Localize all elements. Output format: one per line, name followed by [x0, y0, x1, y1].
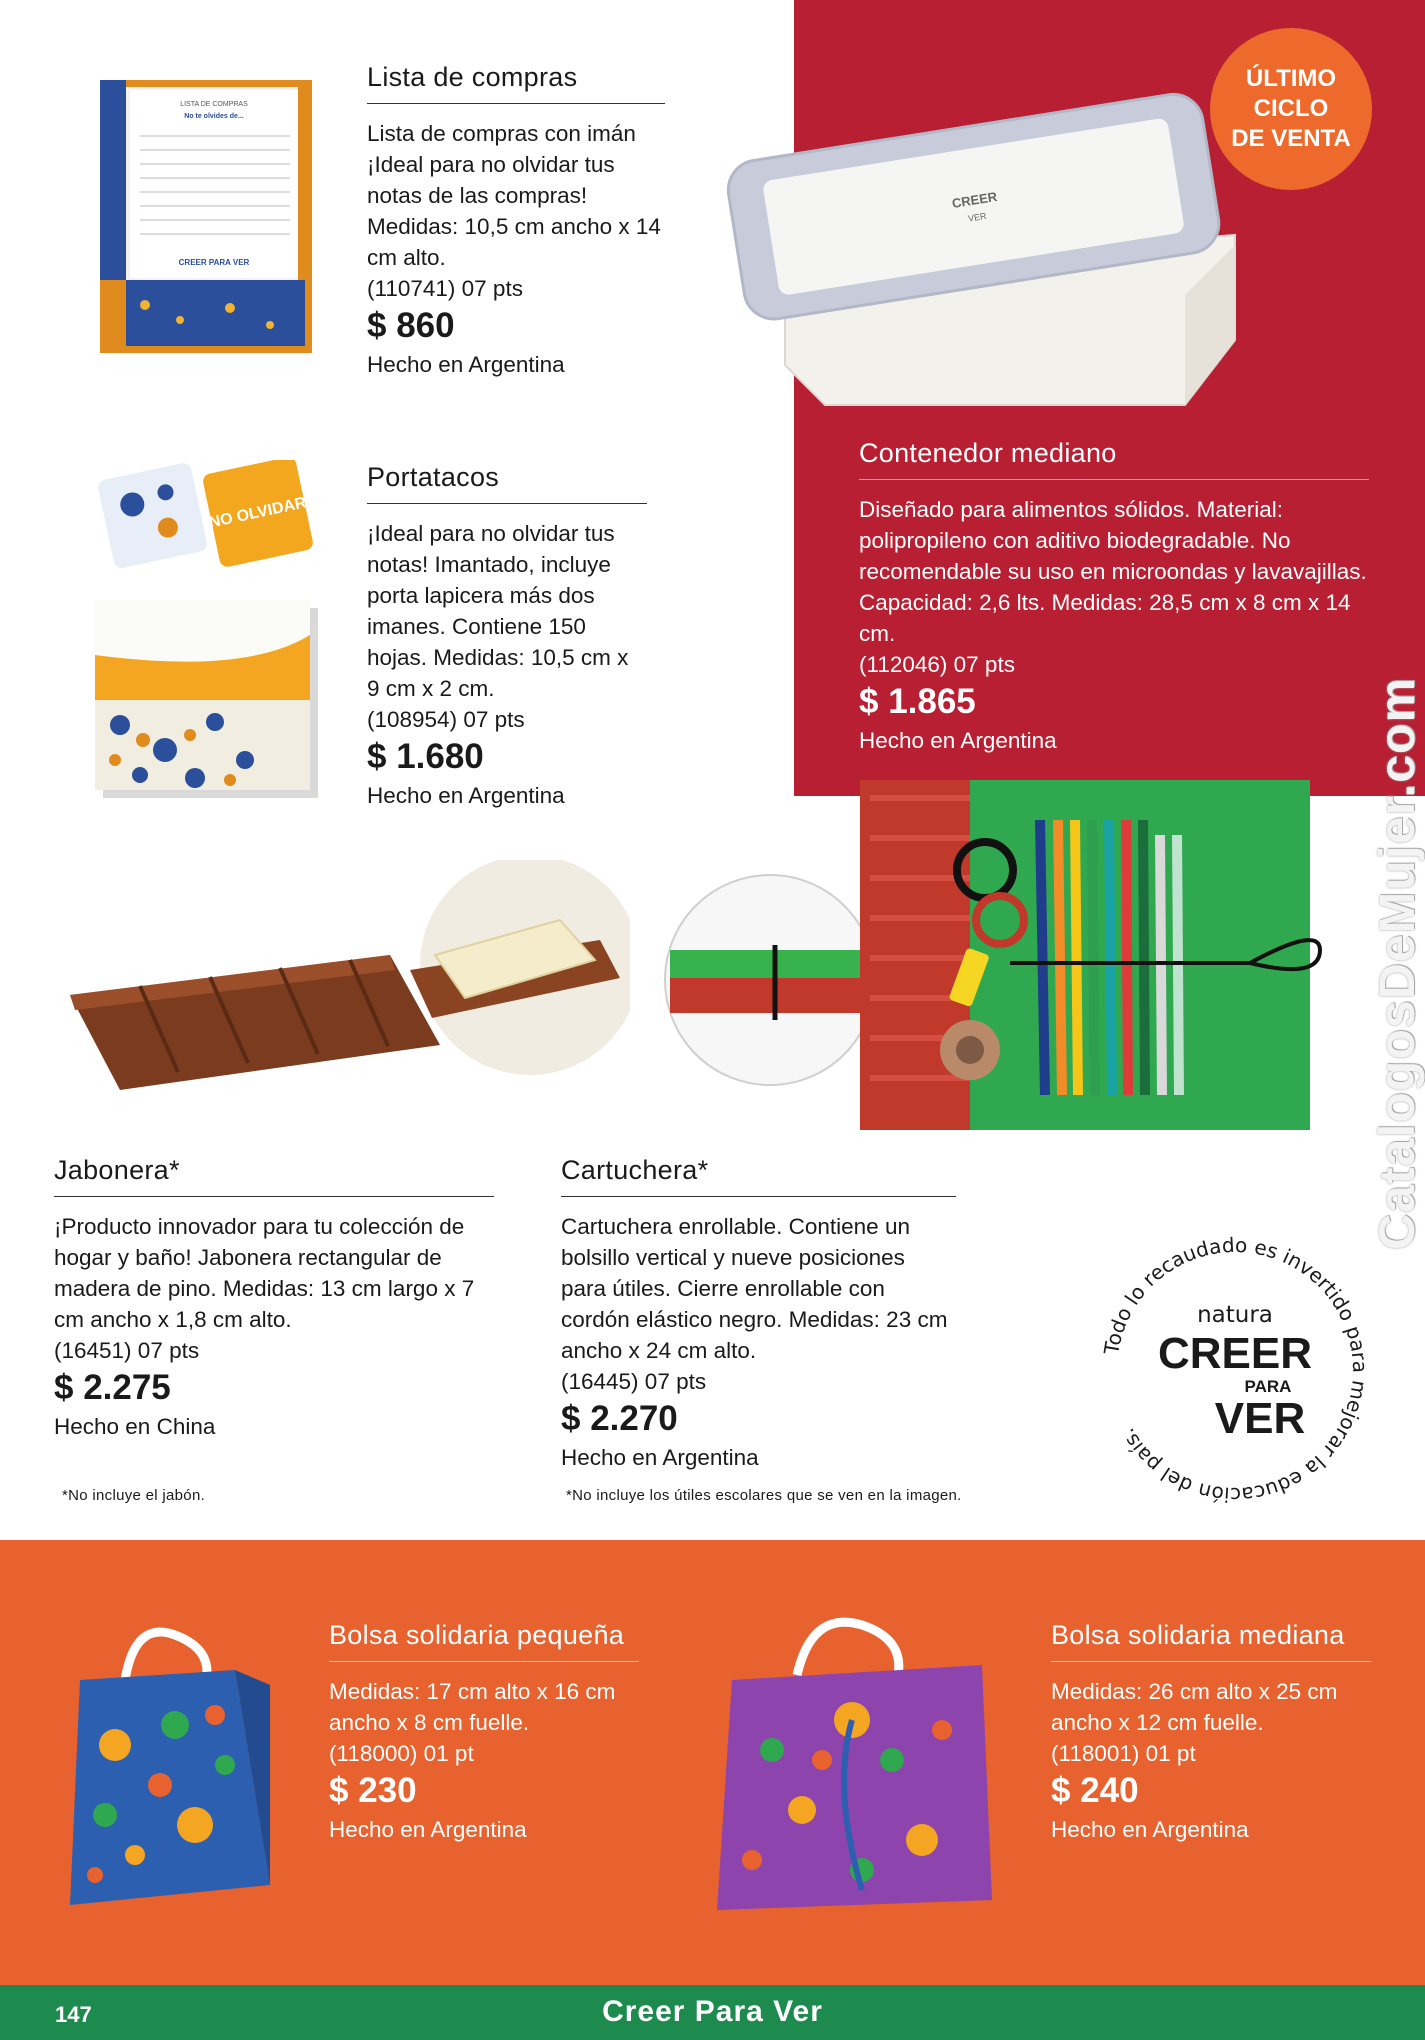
- product-description: Cartuchera enrollable. Contiene un bolsillo vertical y nueve posiciones para útiles. Cierre enrollable con cordón elástico negro. Medidas: 23 cm ancho x 24 cm alto.: [561, 1214, 948, 1363]
- product-origin: Hecho en Argentina: [561, 1445, 759, 1470]
- medium-bag-image: [712, 1610, 997, 1920]
- product-origin: Hecho en Argentina: [329, 1817, 527, 1842]
- product-jabonera: [54, 1155, 494, 1440]
- product-portatacos: [367, 462, 647, 809]
- creer-para-ver-seal: [1090, 1225, 1380, 1515]
- product-origin: Hecho en Argentina: [1051, 1817, 1249, 1842]
- product-description: Lista de compras con imán ¡Ideal para no olvidar tus notas de las compras! Medidas: 10,5 cm ancho x 14 cm alto.: [367, 121, 661, 270]
- product-price: $ 1.865: [859, 682, 976, 721]
- container-image: [715, 85, 1245, 415]
- product-origin: Hecho en Argentina: [367, 352, 565, 377]
- seal-line-2: PARA: [1244, 1377, 1292, 1396]
- seal-ring-text: Todo lo recaudado es invertido para mejorar la educación del país.: [1099, 1232, 1373, 1508]
- product-origin: Hecho en Argentina: [367, 783, 565, 808]
- small-bag-image: [65, 1615, 275, 1915]
- product-price: $ 1.680: [367, 737, 484, 776]
- product-price: $ 2.270: [561, 1399, 678, 1438]
- magnet-text: ¡NO OLVIDAR!: [202, 493, 314, 533]
- footer-title: Creer Para Ver: [602, 1995, 823, 2028]
- product-bolsa-pequena: [329, 1620, 639, 1843]
- product-description: Medidas: 26 cm alto x 25 cm ancho x 12 cm fuelle.: [1051, 1679, 1338, 1735]
- product-code: (118000) 01 pt: [329, 1741, 474, 1766]
- product-price: $ 240: [1051, 1771, 1139, 1810]
- footnote-cartuchera: *No incluye los útiles escolares que se ven en la imagen.: [566, 1487, 962, 1504]
- product-contenedor-mediano: [859, 438, 1369, 754]
- shopping-list-image: [100, 80, 315, 355]
- product-title: Bolsa solidaria pequeña: [329, 1620, 639, 1662]
- svg-text:CREER: CREER: [950, 188, 999, 211]
- product-origin: Hecho en China: [54, 1414, 216, 1439]
- product-bolsa-mediana: [1051, 1620, 1371, 1843]
- seal-line-3: VER: [1214, 1394, 1306, 1443]
- product-code: (118001) 01 pt: [1051, 1741, 1196, 1766]
- seal-line-1: CREER: [1157, 1329, 1313, 1378]
- badge-line-1: ÚLTIMO: [1245, 65, 1337, 92]
- product-title: Jabonera*: [54, 1155, 494, 1197]
- product-title: Contenedor mediano: [859, 438, 1369, 480]
- product-description: Diseñado para alimentos sólidos. Material: polipropileno con aditivo biodegradable. No recomendable su uso en microondas y lavavajillas. Capacidad: 2,6 lts. Medidas: 28,5 cm x 8 cm x 14 cm.: [859, 497, 1367, 646]
- note-holder-image: [95, 460, 320, 805]
- pencil-case-image: [660, 775, 1330, 1160]
- product-description: ¡Ideal para no olvidar tus notas! Imantado, incluye porta lapicera más dos imanes. Contiene 150 hojas. Medidas: 10,5 cm x 9 cm x 2 cm.: [367, 521, 629, 701]
- product-lista-de-compras: [367, 62, 665, 378]
- product-price: $ 860: [367, 306, 455, 345]
- product-code: (108954) 07 pts: [367, 707, 525, 732]
- badge-line-2: CICLO: [1253, 95, 1329, 122]
- soap-dish-image: [60, 860, 630, 1100]
- list-image-subheader: No te olvides de...: [184, 113, 244, 120]
- list-image-header: LISTA DE COMPRAS: [180, 101, 248, 108]
- product-origin: Hecho en Argentina: [859, 728, 1057, 753]
- product-title: Portatacos: [367, 462, 647, 504]
- product-description: ¡Producto innovador para tu colección de hogar y baño! Jabonera rectangular de madera de pino. Medidas: 13 cm largo x 7 cm ancho x 1,8 cm alto.: [54, 1214, 475, 1332]
- seal-brand: natura: [1197, 1302, 1273, 1328]
- product-title: Lista de compras: [367, 62, 665, 104]
- product-cartuchera: [561, 1155, 956, 1471]
- list-image-brand: CREER PARA VER: [178, 258, 250, 267]
- page-number: 147: [55, 2002, 92, 2027]
- footnote-jabonera: *No incluye el jabón.: [62, 1487, 206, 1504]
- product-code: (16445) 07 pts: [561, 1369, 707, 1394]
- svg-text:VER: VER: [967, 210, 988, 224]
- product-title: Cartuchera*: [561, 1155, 956, 1197]
- watermark: CatalogosDeMujer.com: [1369, 677, 1425, 1250]
- product-description: Medidas: 17 cm alto x 16 cm ancho x 8 cm fuelle.: [329, 1679, 616, 1735]
- product-code: (110741) 07 pts: [367, 276, 523, 301]
- badge-line-3: DE VENTA: [1231, 125, 1351, 152]
- product-title: Bolsa solidaria mediana: [1051, 1620, 1371, 1662]
- product-price: $ 2.275: [54, 1368, 171, 1407]
- product-code: (112046) 07 pts: [859, 652, 1015, 677]
- product-code: (16451) 07 pts: [54, 1338, 200, 1363]
- product-price: $ 230: [329, 1771, 417, 1810]
